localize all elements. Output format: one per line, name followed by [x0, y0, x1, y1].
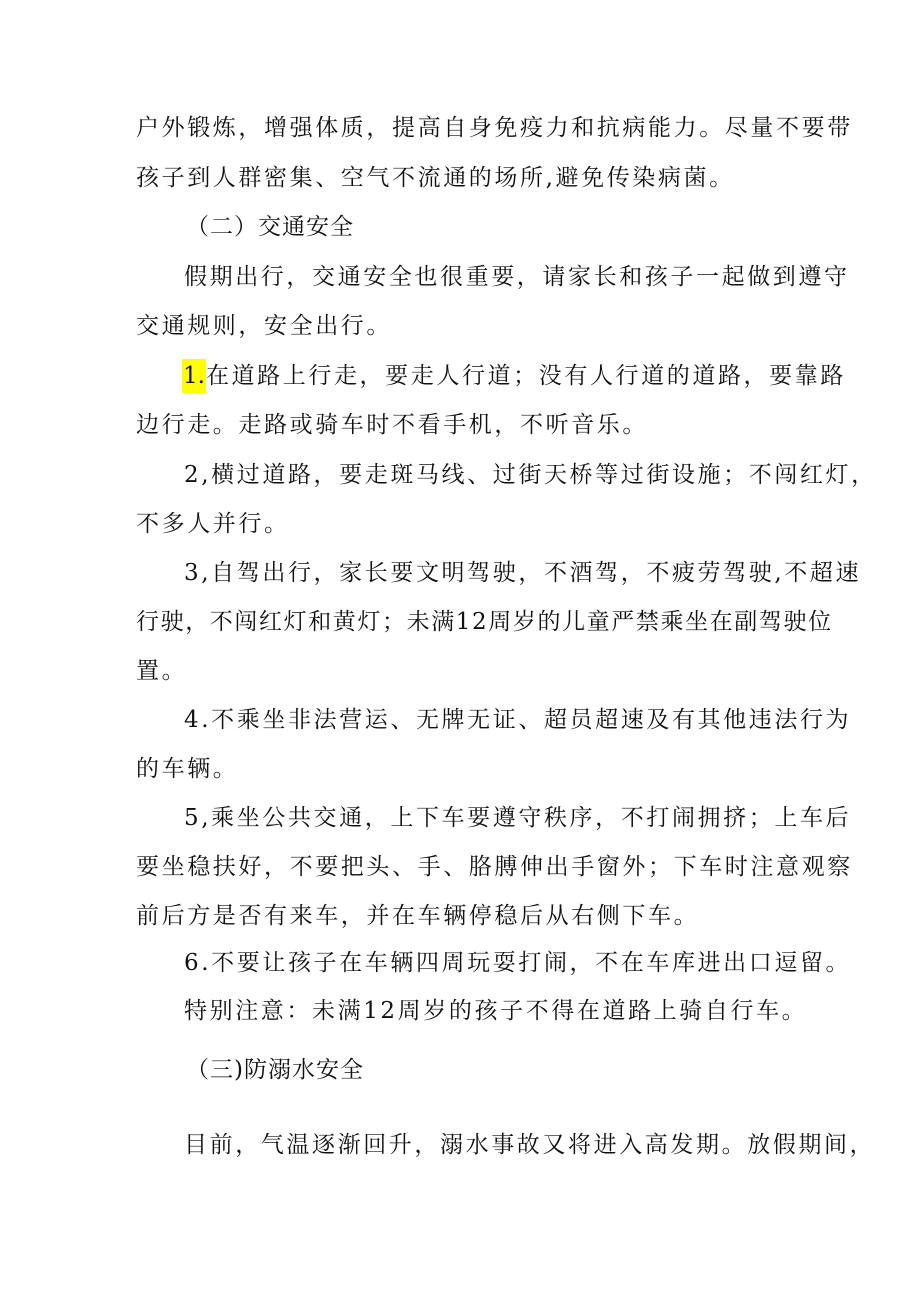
list-item-6-line-1: 6.不要让孩子在车辆四周玩耍打闹，不在车库进出口逗留。 — [184, 950, 852, 976]
paragraph-intro-line-2: 孩子到人群密集、空气不流通的场所,避免传染病菌。 — [136, 165, 735, 191]
list-item-3-line-1: 3,自驾出行，家长要文明驾驶，不酒驾，不疲劳驾驶,不超速 — [184, 560, 862, 586]
list-item-5-line-3: 前后方是否有来车，并在车辆停稳后从右侧下车。 — [136, 903, 700, 929]
list-item-5-line-2: 要坐稳扶好，不要把头、手、胳膊伸出手窗外；下车时注意观察 — [136, 854, 853, 880]
paragraph-drowning-line-1: 目前，气温逐渐回升，溺水事故又将进入高发期。放假期间， — [184, 1132, 876, 1158]
list-item-2-line-2: 不多人并行。 — [136, 511, 290, 537]
paragraph-traffic-intro-line-1: 假期出行，交通安全也很重要，请家长和孩子一起做到遵守 — [184, 264, 850, 290]
list-item-3-line-2: 行驶，不闯红灯和黄灯；未满12周岁的儿童严禁乘坐在副驾驶位 — [136, 609, 833, 635]
special-note: 特别注意：未满12周岁的孩子不得在道路上骑自行车。 — [184, 998, 808, 1024]
highlighted-item-number: 1. — [182, 359, 206, 393]
list-item-1-text: 在道路上行走，要走人行道；没有人行道的道路，要靠路 — [205, 363, 846, 389]
list-item-1-line-1 — [182, 359, 846, 393]
section-heading-traffic-safety: （二）交通安全 — [186, 214, 354, 240]
paragraph-intro-line-1: 户外锻炼，增强体质，提高自身免疫力和抗病能力。尽量不要带 — [136, 115, 853, 141]
paragraph-traffic-intro-line-2: 交通规则，安全出行。 — [136, 313, 392, 339]
list-item-3-line-3: 置。 — [136, 658, 188, 684]
list-item-5-line-1: 5,乘坐公共交通，上下车要遵守秩序，不打闹拥挤；上车后 — [184, 805, 852, 831]
list-item-1-line-2: 边行走。走路或骑车时不看手机，不听音乐。 — [136, 412, 648, 438]
list-item-4-line-2: 的车辆。 — [136, 756, 239, 782]
section-heading-drowning-prevention: （三)防溺水安全 — [186, 1057, 364, 1083]
list-item-4-line-1: 4.不乘坐非法营运、无牌无证、超员超速及有其他违法行为 — [184, 707, 852, 733]
list-item-2-line-1: 2,横过道路，要走斑马线、过街天桥等过街设施；不闯红灯， — [184, 462, 877, 488]
